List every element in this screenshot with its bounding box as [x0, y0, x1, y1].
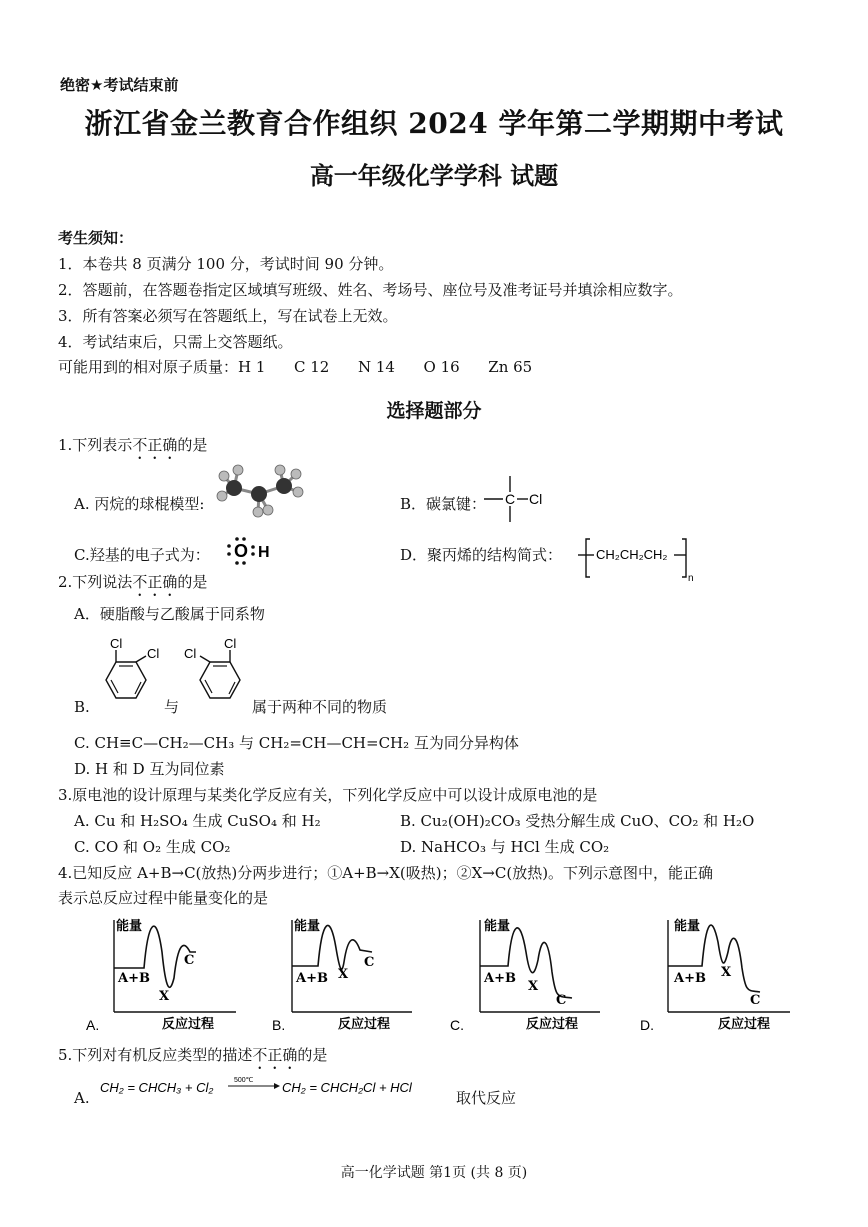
notice-item-3: 3．所有答案必须写在答题纸上，写在试卷上无效。: [58, 307, 398, 325]
svg-text:A+B: A+B: [118, 971, 150, 986]
svg-text:反应过程: 反应过程: [526, 1017, 579, 1032]
q1-stem: 1.下列表示不正确的是: [58, 436, 208, 454]
q1-option-d: D．聚丙烯的结构简式：: [400, 546, 563, 564]
svg-text:Cl: Cl: [184, 646, 197, 661]
svg-text:Cl: Cl: [147, 646, 160, 661]
q2-stem: 2.下列说法不正确的是: [58, 573, 208, 591]
svg-text:能量: 能量: [116, 919, 143, 934]
svg-text:能量: 能量: [294, 919, 321, 934]
svg-text:A.: A.: [86, 1017, 100, 1033]
q4-stem-line2: 表示总反应过程中能量变化的是: [58, 889, 269, 907]
q2-option-b-text: 属于两种不同的物质: [252, 698, 388, 716]
atomic-mass-line: 可能用到的相对原子质量：H 1 C 12 N 14 O 16 Zn 65: [58, 358, 533, 376]
notice-heading: 考生须知：: [58, 229, 134, 247]
q2-option-b-label: B.: [74, 698, 90, 716]
q5-option-a-label: A.: [74, 1089, 90, 1107]
svg-text:H: H: [258, 544, 270, 561]
svg-text:能量: 能量: [674, 919, 701, 934]
q3-option-b: B. Cu₂(OH)₂CO₃ 受热分解生成 CuO、CO₂ 和 H₂O: [400, 812, 755, 830]
q1-option-c: C.羟基的电子式为：: [74, 546, 210, 564]
svg-text:Cl: Cl: [224, 636, 237, 651]
svg-text:X: X: [721, 965, 732, 980]
propane-ball-stick-model: [214, 458, 304, 520]
svg-text:n: n: [688, 573, 694, 583]
q2-option-c: C. CH≡C—CH₂—CH₃ 与 CH₂=CH—CH=CH₂ 互为同分异构体: [74, 734, 519, 752]
q5-option-a-type: 取代反应: [456, 1089, 517, 1107]
svg-text:C: C: [556, 993, 567, 1008]
svg-text:C: C: [364, 955, 375, 970]
carbon-chlorine-bond-diagram: [482, 474, 552, 524]
q5-option-a-equation: [100, 1072, 440, 1106]
q1-option-b: B．碳氯键：: [400, 495, 487, 513]
svg-text:CH₂ = CHCH₂Cl + HCl: CH₂ = CHCH₂Cl + HCl: [282, 1080, 412, 1095]
q4-stem-line1: 4.已知反应 A+B→C(放热)分两步进行；①A+B→X(吸热)；②X→C(放热)。下列示意图中，能正确: [58, 864, 714, 882]
notice-item-1: 1．本卷共 8 页满分 100 分，考试时间 90 分钟。: [58, 255, 394, 273]
svg-text:O: O: [234, 541, 249, 561]
q3-option-c: C. CO 和 O₂ 生成 CO₂: [74, 838, 231, 856]
energy-diagram-d: [640, 912, 810, 1037]
hydroxyl-electron-formula: [222, 532, 282, 566]
q3-option-d: D. NaHCO₃ 与 HCl 生成 CO₂: [400, 838, 610, 856]
svg-text:C: C: [505, 491, 516, 507]
exam-title: 浙江省金兰教育合作组织 2024 学年第二学期期中考试: [84, 107, 784, 140]
energy-diagram-b: [272, 912, 432, 1037]
svg-text:500℃: 500℃: [234, 1077, 254, 1084]
notice-item-4: 4．考试结束后，只需上交答题纸。: [58, 333, 293, 351]
q2-option-a: A．硬脂酸与乙酸属于同系物: [74, 605, 265, 623]
svg-text:X: X: [528, 979, 539, 994]
q5-stem: 5.下列对有机反应类型的描述不正确的是: [58, 1046, 328, 1064]
o-dichlorobenzene-structure: [94, 636, 164, 716]
q1-option-a: A. 丙烷的球棍模型:: [74, 495, 205, 513]
svg-text:A+B: A+B: [296, 971, 328, 986]
svg-text:A+B: A+B: [674, 971, 706, 986]
svg-text:Cl: Cl: [110, 636, 123, 651]
polypropylene-structure: [574, 535, 700, 583]
exam-subtitle: 高一年级化学学科 试题: [309, 161, 559, 190]
svg-text:C.: C.: [450, 1017, 464, 1033]
svg-text:反应过程: 反应过程: [338, 1017, 391, 1032]
svg-text:能量: 能量: [484, 919, 511, 934]
svg-text:反应过程: 反应过程: [162, 1017, 215, 1032]
svg-text:Cl: Cl: [529, 491, 543, 507]
o-dichlorobenzene-structure-alt: [180, 636, 260, 716]
svg-text:CH₂CH₂CH₂: CH₂CH₂CH₂: [596, 547, 668, 562]
notice-item-2: 2．答题前，在答题卷指定区域填写班级、姓名、考场号、座位号及准考证号并填涂相应数字。: [58, 281, 683, 299]
svg-text:反应过程: 反应过程: [718, 1017, 771, 1032]
svg-text:X: X: [338, 967, 349, 982]
svg-text:C: C: [184, 953, 195, 968]
q3-option-a: A. Cu 和 H₂SO₄ 生成 CuSO₄ 和 H₂: [74, 812, 321, 830]
energy-diagram-a: [86, 912, 246, 1037]
page-footer: 高一化学试题 第1页 (共 8 页): [340, 1165, 528, 1181]
q2-option-d: D. H 和 D 互为同位素: [74, 760, 225, 778]
section-title: 选择题部分: [386, 400, 482, 422]
svg-text:A+B: A+B: [484, 971, 516, 986]
svg-text:C: C: [750, 993, 761, 1008]
svg-text:D.: D.: [640, 1017, 654, 1033]
q3-stem: 3.原电池的设计原理与某类化学反应有关，下列化学反应中可以设计成原电池的是: [58, 786, 598, 804]
confidential-label: 绝密★考试结束前: [60, 76, 179, 94]
q2-option-b-and: 与: [164, 698, 180, 716]
svg-text:B.: B.: [272, 1017, 286, 1033]
svg-text:X: X: [159, 989, 170, 1004]
energy-diagram-c: [450, 912, 620, 1037]
svg-text:CH₂ = CHCH₃ + Cl₂: CH₂ = CHCH₃ + Cl₂: [100, 1080, 214, 1095]
